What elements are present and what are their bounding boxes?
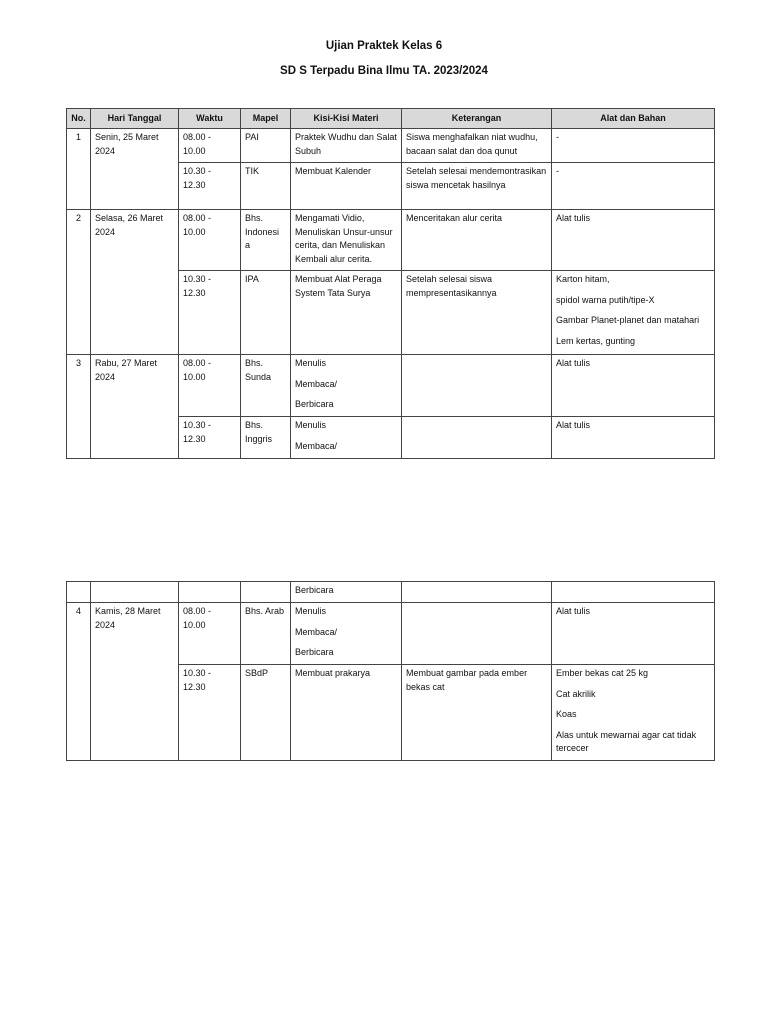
alat-item: Alas untuk mewarnai agar cat tidak tercecer [556, 729, 697, 753]
cell-keterangan: Menceritakan alur cerita [402, 210, 552, 271]
cell-materi [291, 603, 402, 665]
materi-item: Menulis [295, 358, 327, 368]
cell-materi [291, 417, 402, 459]
cell-materi: Mengamati Vidio, Menuliskan Unsur-unsur cerita, dan Menuliskan Kembali alur cerita. [291, 210, 402, 271]
alat-item: Ember bekas cat 25 kg [556, 668, 649, 678]
cell-day [91, 582, 179, 603]
table-row [67, 355, 715, 417]
alat-item: Cat akrilik [556, 688, 596, 699]
table-row [67, 603, 715, 665]
cell-time [179, 582, 241, 603]
cell-materi: Membuat prakarya [291, 665, 402, 761]
cell-time: 10.30 - 12.30 [179, 271, 241, 355]
column-header-materi: Kisi-Kisi Materi [291, 109, 402, 129]
column-header-keterangan: Keterangan [402, 109, 552, 129]
cell-alat [552, 271, 715, 355]
cell-alat: Alat tulis [552, 210, 715, 271]
cell-time: 08.00 - 10.00 [179, 129, 241, 163]
cell-subject: Bhs. Inggris [241, 417, 291, 459]
alat-item: spidol warna putih/tipe-X [556, 294, 655, 305]
table-row [67, 210, 715, 271]
cell-alat: - [552, 129, 715, 163]
column-header-time: Waktu [179, 109, 241, 129]
cell-time: 10.30 - 12.30 [179, 665, 241, 761]
column-header-subject: Mapel [241, 109, 291, 129]
cell-keterangan: Siswa menghafalkan niat wudhu, bacaan salat dan doa qunut [402, 129, 552, 163]
cell-time: 08.00 - 10.00 [179, 603, 241, 665]
cell-keterangan: Membuat gambar pada ember bekas cat [402, 665, 552, 761]
alat-item: Gambar Planet-planet dan matahari [556, 315, 700, 325]
cell-no: 2 [67, 210, 91, 355]
cell-no: 4 [67, 603, 91, 761]
cell-alat: - [552, 163, 715, 210]
cell-subject: Bhs. Indonesi a [241, 210, 291, 271]
cell-materi: Praktek Wudhu dan Salat Subuh [291, 129, 402, 163]
materi-item: Membaca/ [295, 626, 338, 637]
materi-item: Membaca/ [295, 440, 338, 451]
table-header-row [67, 109, 715, 129]
cell-keterangan [402, 582, 552, 603]
materi-item: Membaca/ [295, 378, 338, 389]
table-row [67, 582, 715, 603]
cell-materi: Membuat Kalender [291, 163, 402, 210]
cell-alat [552, 582, 715, 603]
materi-item: Berbicara [295, 399, 334, 409]
materi-item: Berbicara [295, 647, 334, 657]
materi-item: Menulis [295, 606, 327, 616]
cell-subject: Bhs. Sunda [241, 355, 291, 417]
document-title: Ujian Praktek Kelas 6 [325, 40, 443, 52]
cell-materi: Membuat Alat Peraga System Tata Surya [291, 271, 402, 355]
cell-time: 08.00 - 10.00 [179, 210, 241, 271]
cell-no [67, 582, 91, 603]
document-subtitle: SD S Terpadu Bina Ilmu TA. 2023/2024 [280, 65, 488, 77]
column-header-alat: Alat dan Bahan [552, 109, 715, 129]
cell-day: Rabu, 27 Maret 2024 [91, 355, 179, 459]
exam-schedule-table [66, 108, 715, 459]
cell-subject [241, 582, 291, 603]
cell-subject: SBdP [241, 665, 291, 761]
materi-item: Menulis [295, 420, 327, 430]
cell-time: 10.30 - 12.30 [179, 163, 241, 210]
cell-alat [552, 665, 715, 761]
cell-alat: Alat tulis [552, 417, 715, 459]
alat-item: Lem kertas, gunting [556, 335, 636, 346]
table-row [67, 129, 715, 163]
cell-materi: Berbicara [291, 582, 402, 603]
cell-subject: TIK [241, 163, 291, 210]
cell-subject: IPA [241, 271, 291, 355]
cell-subject: PAI [241, 129, 291, 163]
alat-item: Karton hitam, [556, 274, 610, 284]
cell-keterangan: Setelah selesai mendemontrasikan siswa mencetak hasilnya [402, 163, 552, 210]
cell-keterangan [402, 355, 552, 417]
cell-keterangan: Setelah selesai siswa mempresentasikannya [402, 271, 552, 355]
cell-alat: Alat tulis [552, 355, 715, 417]
cell-day: Senin, 25 Maret 2024 [91, 129, 179, 210]
cell-no: 1 [67, 129, 91, 210]
column-header-no: No. [67, 109, 91, 129]
cell-time: 10.30 - 12.30 [179, 417, 241, 459]
alat-item: Koas [556, 709, 577, 719]
cell-keterangan [402, 603, 552, 665]
cell-no: 3 [67, 355, 91, 459]
cell-time: 08.00 - 10.00 [179, 355, 241, 417]
cell-subject: Bhs. Arab [241, 603, 291, 665]
cell-day: Kamis, 28 Maret 2024 [91, 603, 179, 761]
cell-alat: Alat tulis [552, 603, 715, 665]
cell-materi [291, 355, 402, 417]
column-header-day: Hari Tanggal [91, 109, 179, 129]
cell-keterangan [402, 417, 552, 459]
cell-day: Selasa, 26 Maret 2024 [91, 210, 179, 355]
exam-schedule-table-continued [66, 581, 715, 761]
